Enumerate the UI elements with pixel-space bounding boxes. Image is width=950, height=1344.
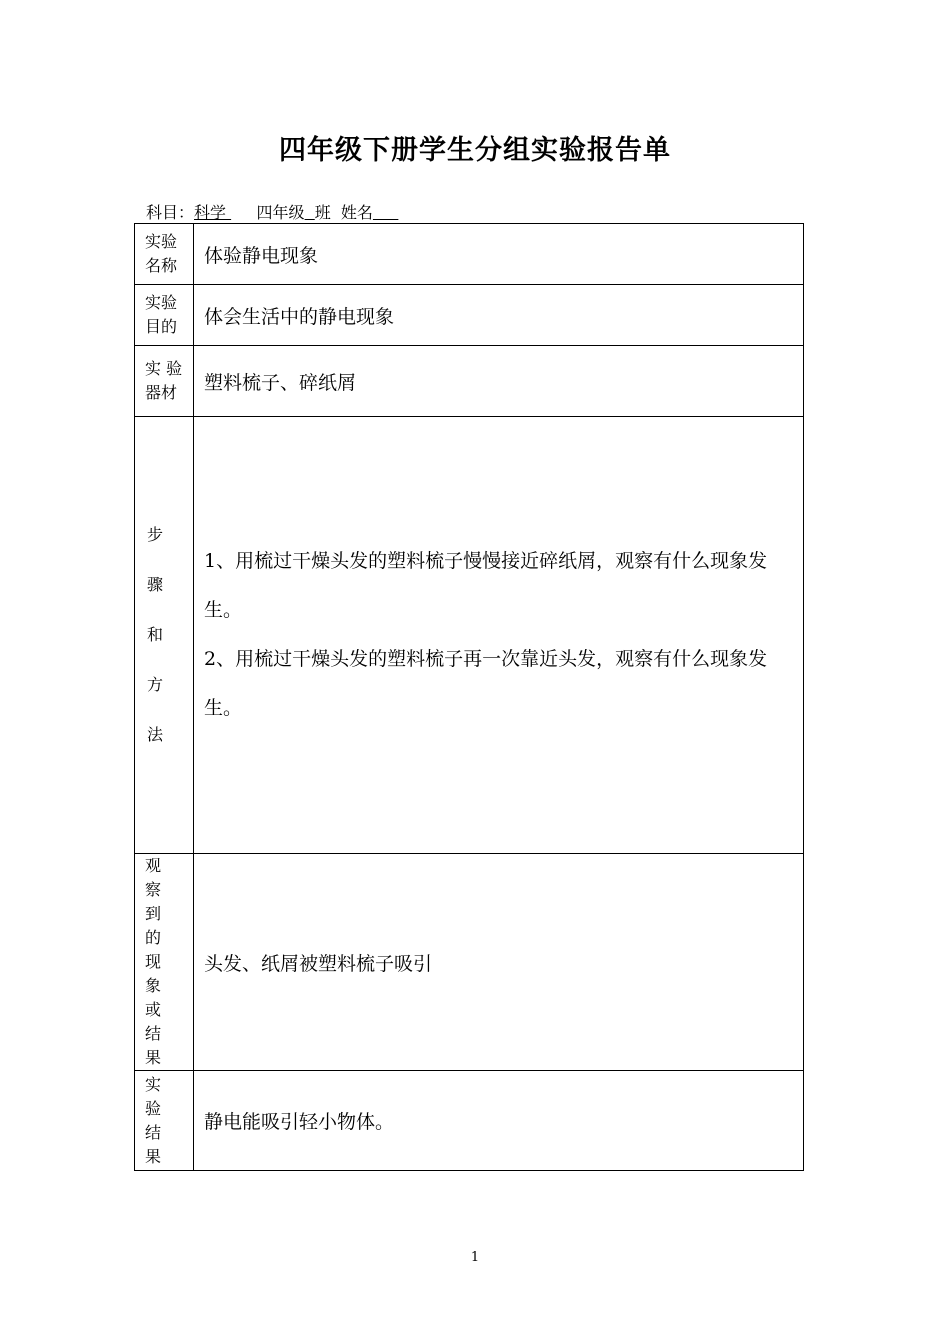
report-table — [134, 223, 804, 1171]
row-result — [135, 1071, 804, 1171]
subject-label: 科目： — [146, 203, 195, 222]
row-observation — [135, 854, 804, 1071]
page-title: 四年级下册学生分组实验报告单 — [279, 135, 671, 166]
label-experiment-purpose: 实验 目的 — [135, 285, 194, 346]
page-number: 1 — [470, 1250, 480, 1265]
label-experiment-materials: 实 验 器材 — [135, 346, 194, 417]
subject-value: 科学 — [194, 203, 232, 222]
label-observation: 观 察 到 的 现 象 或 结 果 — [135, 854, 194, 1071]
step-1: 1、用梳过干燥头发的塑料梳子慢慢接近碎纸屑，观察有什么现象发生。 — [204, 550, 768, 621]
class-blank — [305, 203, 315, 222]
class-name-label: 班 姓名 — [314, 203, 373, 222]
value-result: 静电能吸引轻小物体。 — [194, 1071, 804, 1171]
label-steps: 步 骤 和 方 法 — [135, 417, 194, 854]
label-result: 实 验 结 果 — [135, 1071, 194, 1171]
header-info-line — [146, 200, 398, 223]
value-observation: 头发、纸屑被塑料梳子吸引 — [194, 854, 804, 1071]
value-experiment-purpose: 体会生活中的静电现象 — [194, 285, 804, 346]
grade-text: 四年级 — [256, 203, 305, 222]
row-experiment-purpose — [135, 285, 804, 346]
row-experiment-name — [135, 224, 804, 285]
step-2: 2、用梳过干燥头发的塑料梳子再一次靠近头发，观察有什么现象发生。 — [204, 648, 768, 719]
value-steps — [194, 417, 804, 854]
row-experiment-materials — [135, 346, 804, 417]
label-experiment-name: 实验 名称 — [135, 224, 194, 285]
value-experiment-name: 体验静电现象 — [194, 224, 804, 285]
row-steps — [135, 417, 804, 854]
value-experiment-materials: 塑料梳子、碎纸屑 — [194, 346, 804, 417]
name-blank — [373, 203, 398, 222]
